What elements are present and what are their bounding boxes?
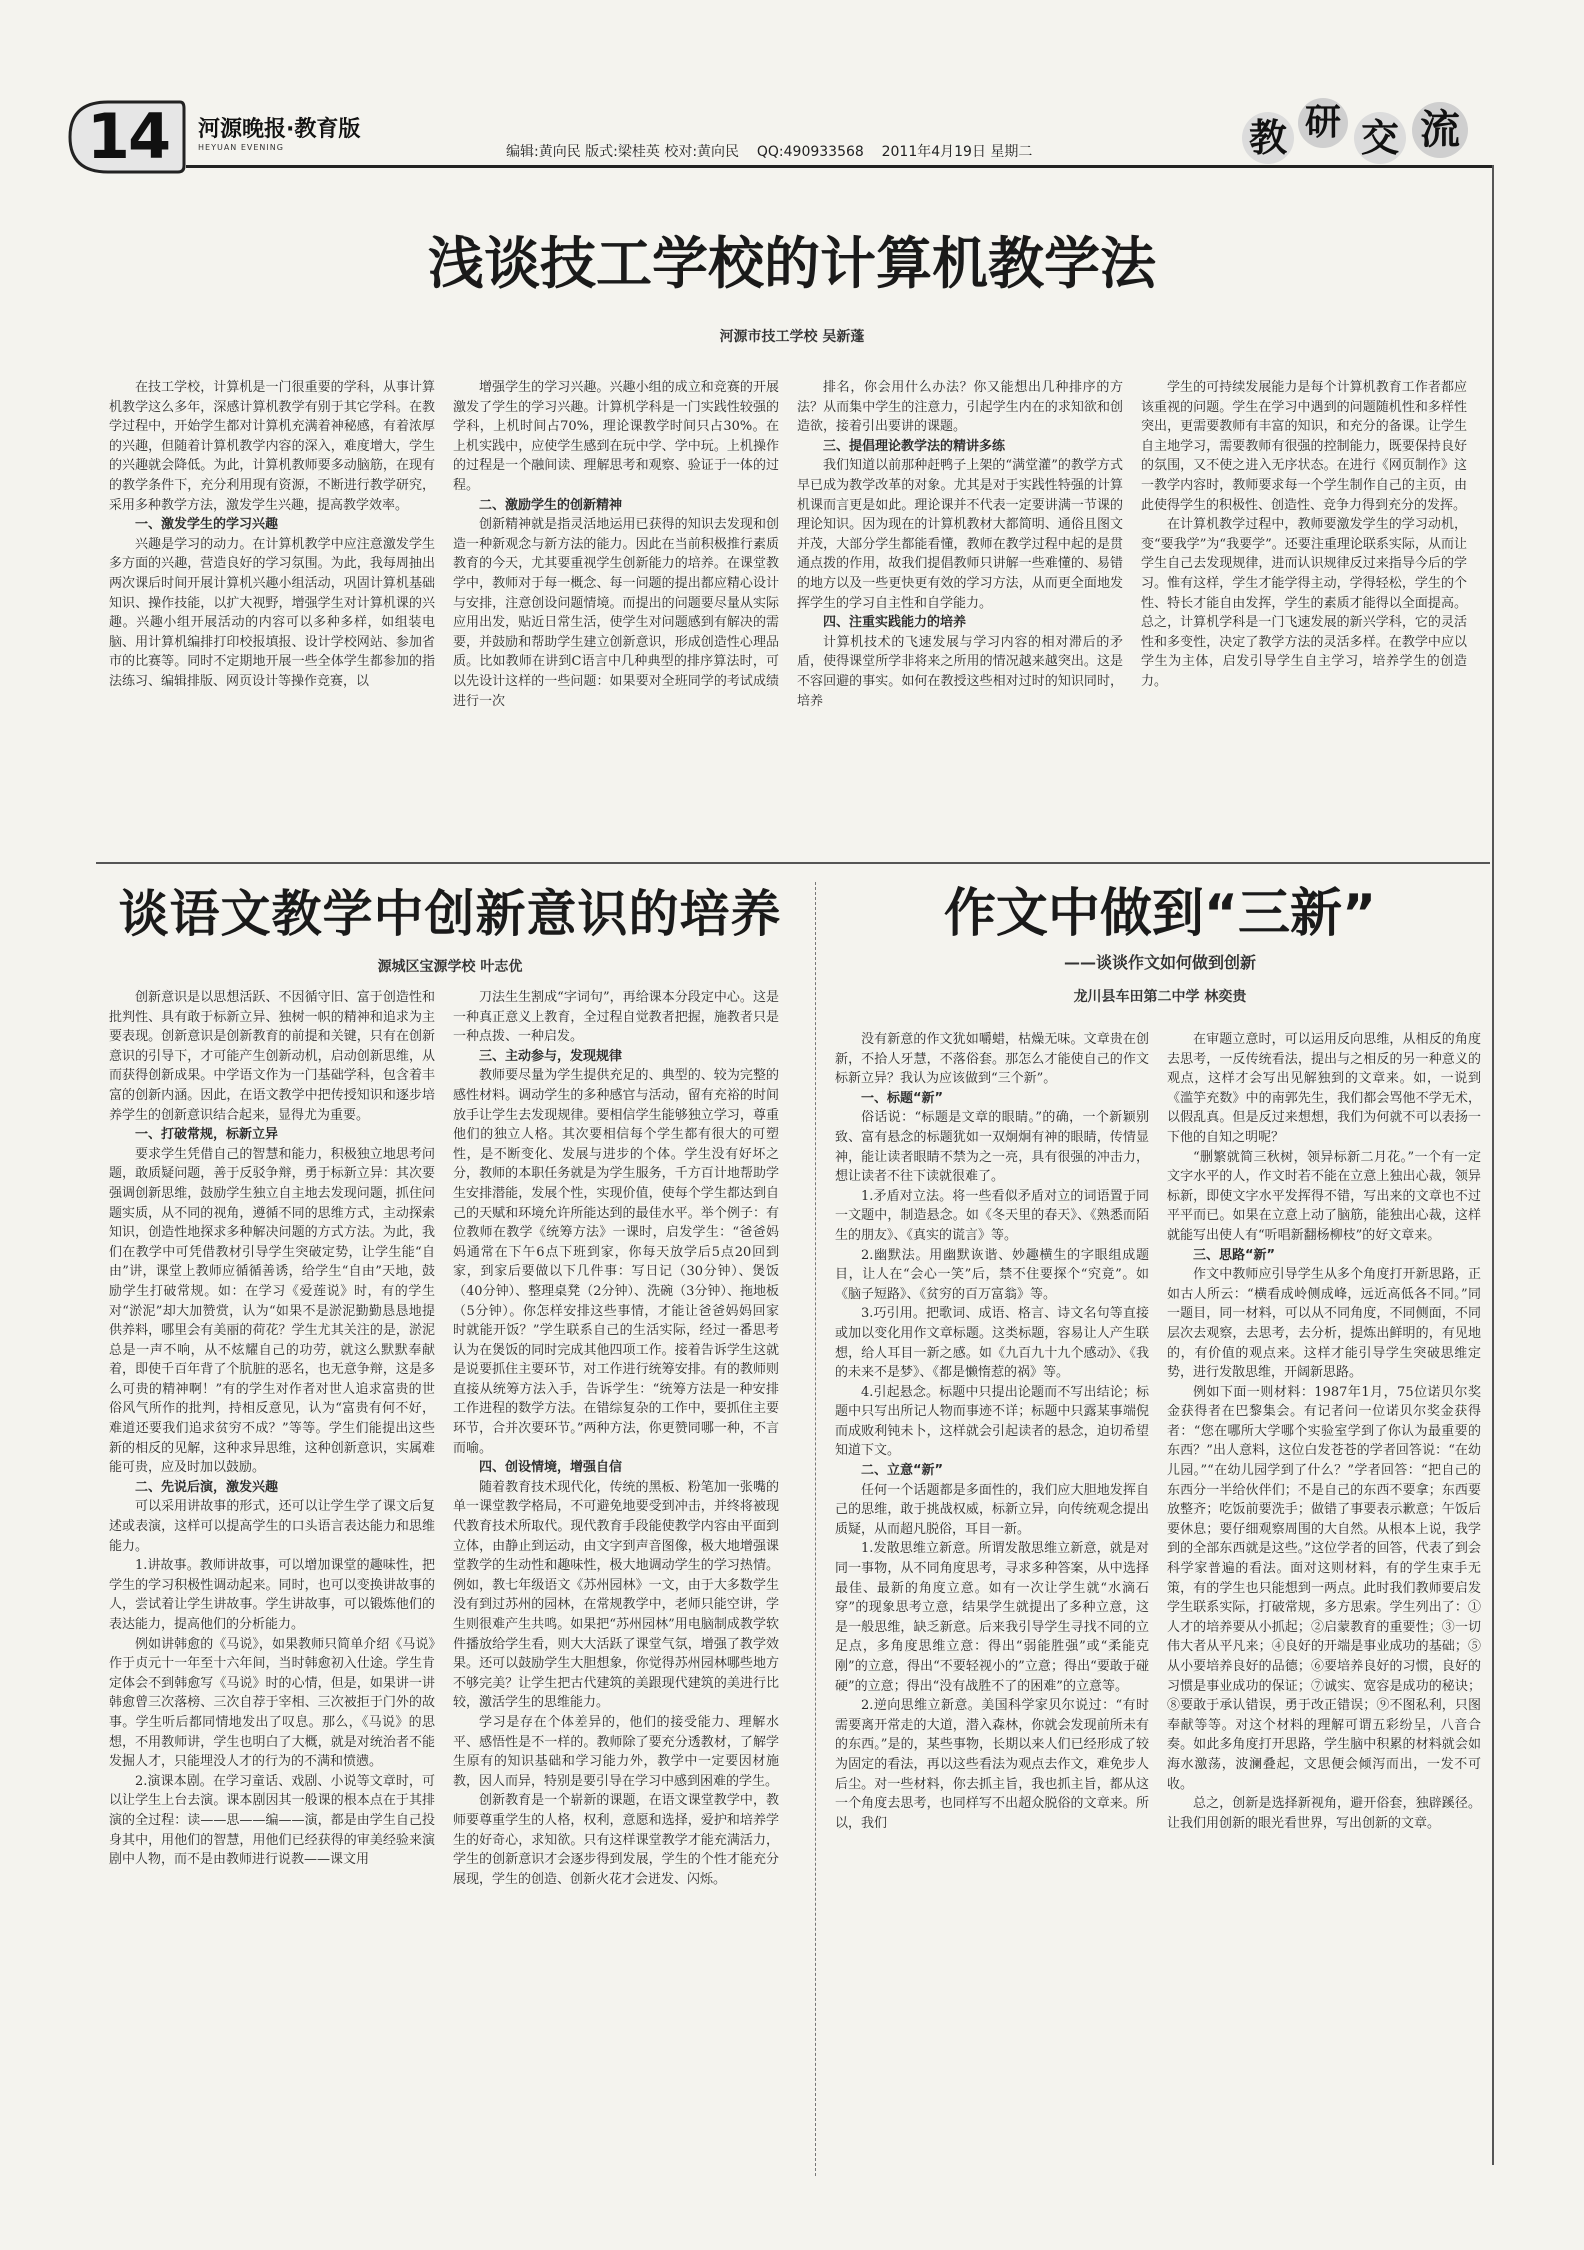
paragraph: 创新教育是一个崭新的课题，在语文课堂教学中，教师要尊重学生的人格，权利，意愿和选择，爱护和培养学生的好奇心，求知欲。只有这样课堂教学才能充满活力，学生的创新意识才会逐步得到发展，学生的个性才能充分展现，学生的创造、创新火花才会迸发、闪烁。: [453, 1793, 779, 1887]
section-divider: [96, 862, 1490, 864]
paragraph: 2.幽默法。用幽默诙谐、妙趣横生的字眼组成题目，让人在“会心一笑”后，禁不住要探个“究竟”。如《脑子短路》、《贫穷的百万富翁》等。: [835, 1247, 1149, 1302]
paper-logo: [198, 112, 360, 158]
paragraph: 1.发散思维立新意。所谓发散思维立新意，就是对同一事物，从不同角度思考，寻求多种答案，从中选择最佳、最新的角度立意。如有一次让学生就“水滴石穿”的现象思考立意，结果学生就提出了多种立意，这是一般思维，缺乏新意。后来我引导学生寻找不同的立足点，多角度思维立意：得出“弱能胜强”或“柔能克刚”的立意，得出“不要轻视小的”立意；得出“要敢于碰硬”的立意；得出“没有战胜不了的困难”的立意等。: [835, 1541, 1149, 1694]
article-3-column-1: [835, 1030, 1149, 2176]
paragraph: 没有新意的作文犹如嚼蜡，枯燥无味。文章贵在创新，不拾人牙慧，不落俗套。那怎么才能使自己的作文标新立异？我认为应该做到“三个新”。: [835, 1032, 1149, 1087]
page-number-badge: [68, 96, 186, 176]
article-1-column-4: [1141, 378, 1467, 848]
article-1-byline: 河源市技工学校 吴新蓬: [719, 329, 865, 345]
article-1-column-2: [453, 378, 779, 848]
section-heading: 二、激励学生的创新精神: [479, 497, 623, 513]
article-1-title: 浅谈技工学校的计算机教学法: [428, 232, 1156, 297]
article-2-title: 谈语文教学中创新意识的培养: [118, 885, 782, 943]
article-3-subtitle: ——谈谈作文如何做到创新: [1063, 953, 1256, 972]
paragraph: 2.演课本剧。在学习童话、戏剧、小说等文章时，可以让学生上台去演。课本剧因其一般课的根本点在于其排演的全过程：读——思——编——演，都是由学生自己投身其中，用他们的智慧，用他们已经获得的审美经验来演剧中人物，而不是由教师进行说教——课文用: [109, 1773, 435, 1868]
paragraph: 创新精神就是指灵活地运用已获得的知识去发现和创造一种新观念与新方法的能力。因此在当前积极推行素质教育的今天，尤其要重视学生创新能力的培养。在课堂教学中，教师对于每一概念、每一问题的提出都应精心设计与安排，注意创设问题情境。而提出的问题要尽量从实际应用出发，贴近日常生活，使学生对问题感到有解决的需要，并鼓励和帮助学生建立创新意识，形成创造性心理品质。比如教师在讲到C语言中几种典型的排序算法时，可以先设计这样的一些问题：如果要对全班同学的考试成绩进行一次: [453, 517, 779, 709]
column-logo-char-1: 教: [1242, 112, 1294, 164]
article-2-column-2: [453, 988, 779, 2174]
article-3-byline: 龙川县车田第二中学 林奕贵: [1073, 989, 1247, 1005]
article-1-column-3: [797, 378, 1123, 848]
paragraph: “删繁就简三秋树，领异标新二月花。”一个有一定文字水平的人，作文时若不能在立意上独出心裁，领异标新，即使文字水平发挥得不错，写出来的文章也不过平平而已。如果在立意上动了脑筋，能独出心裁，这样就能写出使人有“听唱新翻杨柳枝”的好文章来。: [1167, 1149, 1481, 1243]
paragraph: 在审题立意时，可以运用反向思维，从相反的角度去思考，一反传统看法，提出与之相反的另一种意义的观点，这样才会写出见解独到的文章来。如，一说到《滥竽充数》中的南郭先生，我们都会骂他不学无术，以假乱真。但是反过来想想，我们为何就不可以表扬一下他的自知之明呢？: [1167, 1032, 1481, 1145]
paragraph: 1.矛盾对立法。将一些看似矛盾对立的词语置于同一文题中，制造悬念。如《冬天里的春天》、《熟悉而陌生的朋友》、《真实的谎言》等。: [835, 1188, 1149, 1243]
column-divider: [815, 882, 816, 2176]
page-right-border: [1492, 165, 1494, 2165]
staff-line: [506, 141, 1032, 161]
section-heading: 四、创设情境，增强自信: [479, 1460, 623, 1476]
paragraph: 在计算机教学过程中，教师要激发学生的学习动机，变“要我学”为“我要学”。还要注重理论联系实际，从而让学生自己去发现规律，进而认识规律反过来指导今后的学习。惟有这样，学生才能学得主动，学得轻松，学生的个性、特长才能自由发挥，学生的素质才能得以全面提高。总之，计算机学科是一门飞速发展的新兴学科，它的灵活性和多变性，决定了教学方法的灵活多样。在教学中应以学生为主体，启发引导学生自主学习，培养学生的创造力。: [1141, 517, 1467, 689]
section-heading: 三、提倡理论教学法的精讲多练: [823, 438, 1006, 454]
section-heading: 一、激发学生的学习兴趣: [135, 517, 279, 533]
article-3-column-2: [1167, 1030, 1481, 2176]
paper-name-en: HEYUAN EVENING: [198, 143, 284, 152]
paragraph: 1.讲故事。教师讲故事，可以增加课堂的趣味性，把学生的学习积极性调动起来。同时，也可以变换讲故事的人，尝试着让学生讲故事。学生讲故事，可以锻炼他们的表达能力，提高他们的分析能力。: [109, 1558, 435, 1632]
section-heading: 三、思路“新”: [1193, 1247, 1276, 1263]
article-2-column-1: [109, 988, 435, 2174]
paragraph: 作文中教师应引导学生从多个角度打开新思路，正如古人所云：“横看成岭侧成峰，远近高低各不同。”同一题目，同一材料，可以从不同角度，不同侧面，不同层次去观察，去思考，去分析，提炼出鲜明的，有见地的，有价值的观点来。这样才能引导学生突破思维定势，进行发散思维，开阔新思路。: [1167, 1267, 1481, 1381]
section-heading: 一、标题“新”: [861, 1090, 944, 1106]
paragraph: 要求学生凭借自己的智慧和能力，积极独立地思考问题，敢质疑问题，善于反驳争辩，勇于标新立异：其次要强调创新思维，鼓励学生独立自主地去发现问题，抓住问题实质，从不同的视角，遵循不同的思维方式，主动探索知识，创造性地探求多种解决问题的方式方法。为此，我们在教学中可凭借教材引导学生突破定势，让学生能“自由”讲，课堂上教师应循循善诱，给学生“自由”天地，鼓励学生打破常规。如：在学习《爱莲说》时，有的学生对“淤泥”却大加赞赏，认为“如果不是淤泥勤勤恳恳地提供养料，哪里会有美丽的荷花？学生尤其关注的是，淤泥总是一声不响，从不炫耀自己的功劳，就这么默默奉献着，即使千百年背了个肮脏的恶名，也无意争辩，这是多么可贵的精神啊！”有的学生对作者对世人追求富贵的世俗风气所作的批判，持相反意见，认为“富贵有何不好，难道还要我们追求贫穷不成？”等等。学生们能提出这些新的相反的见解，这种求异思维，这种创新意识，实属难能可贵，应及时加以鼓励。: [109, 1146, 435, 1476]
column-logo-char-2: 研: [1298, 98, 1348, 148]
section-heading: 二、先说后演，激发兴趣: [135, 1479, 279, 1495]
section-heading: 四、注重实践能力的培养: [823, 615, 967, 631]
paragraph: 例如下面一则材料：1987年1月，75位诺贝尔奖金获得者在巴黎集会。有记者问一位诺贝尔奖金获得者：“您在哪所大学哪个实验室学到了你认为最重要的东西？”出人意料，这位白发苍苍的学者回答说：“在幼儿园。”“在幼儿园学到了什么？”学者回答：“把自己的东西分一半给伙伴们；不是自己的东西不要拿；东西要放整齐；吃饭前要洗手；做错了事要表示歉意；午饭后要休息；要仔细观察周围的大自然。从根本上说，我学到的全部东西就是这些。”这位学者的回答，代表了到会科学家普遍的看法。面对这则材料，有的学生束手无策，有的学生也只能想到一两点。此时我们教师要启发学生联系实际，打破常规，多方思索。学生列出了：①人才的培养要从小抓起；②启蒙教育的重要性；③一切伟大者从平凡来；④良好的开端是事业成功的基础；⑤从小要培养良好的品德；⑥要培养良好的习惯，良好的习惯是事业成功的保证；⑦诚实、宽容是成功的秘诀；⑧要敢于承认错误，勇于改正错误；⑨不图私利，只图奉献等等。对这个材料的理解可谓五彩纷呈，八音合奏。如此多角度打开思路，学生脑中积累的材料就会如海水激荡，波澜叠起，文思便会倾泻而出，一发不可收。: [1167, 1384, 1481, 1792]
section-heading: 一、打破常规，标新立异: [135, 1127, 279, 1143]
section-heading: 二、立意“新”: [861, 1463, 944, 1479]
paragraph: 计算机技术的飞速发展与学习内容的相对滞后的矛盾，使得课堂所学非将来之所用的情况越来越突出。这是不容回避的事实。如何在教授这些相对过时的知识同时，培养: [797, 634, 1123, 709]
paragraph: 例如讲韩愈的《马说》，如果教师只简单介绍《马说》作于贞元十一年至十六年间，当时韩愈初入仕途。学生肯定体会不到韩愈写《马说》时的心情，但是，如果讲一讲韩愈曾三次落榜、三次自荐于宰相、三次被拒于门外的故事。学生听后都同情地发出了叹息。那么，《马说》的思想，不用教师讲，学生也明白了大概，就是对统治者不能发掘人才，只能埋没人才的行为的不满和愤懑。: [109, 1636, 435, 1770]
paragraph: 增强学生的学习兴趣。兴趣小组的成立和竞赛的开展激发了学生的学习兴趣。计算机学科是一门实践性较强的学科，上机时间占70%，理论课教学时间只占30%。在上机实践中，应使学生感到在玩中学、学中玩。上机操作的过程是一个融间读、理解思考和观察、验证于一体的过程。: [453, 380, 779, 493]
paragraph: 俗话说：“标题是文章的眼睛。”的确，一个新颖别致、富有悬念的标题犹如一双炯炯有神的眼睛，传情显神，能让读者眼睛不禁为之一亮，具有很强的冲击力，想让读者不往下读就很难了。: [835, 1110, 1149, 1185]
article-2-byline: 源城区宝源学校 叶志优: [377, 959, 523, 975]
column-logo-char-3: 交: [1354, 112, 1406, 164]
qq-number: QQ:490933568: [756, 144, 864, 160]
paragraph: 兴趣是学习的动力。在计算机教学中应注意激发学生多方面的兴趣，营造良好的学习氛围。为此，我每周抽出两次课后时间开展计算机兴趣小组活动，巩固计算机基础知识、操作技能，以扩大视野，增强学生对计算机课的兴趣。兴趣小组开展活动的内容可以多种多样，如组装电脑、用计算机编排打印校报填报、设计学校网站、参加省市的比赛等。同时不定期地开展一些全体学生都参加的指法练习、编辑排版、网页设计等操作竞赛，以: [109, 536, 435, 689]
paragraph: 可以采用讲故事的形式，还可以让学生学了课文后复述或表演，这样可以提高学生的口头语言表达能力和思维能力。: [109, 1499, 435, 1554]
edition-name: ·教育版: [286, 117, 361, 142]
issue-date: 2011年4月19日 星期二: [881, 144, 1033, 160]
page-number: 14: [86, 100, 170, 173]
paragraph: 4.引起悬念。标题中只提出论题而不写出结论；标题中只写出所记人物而事迹不详；标题中只露某事端倪而成败利钝未卜，这样就会引起读者的悬念，迫切希望知道下文。: [835, 1384, 1149, 1459]
article-3-title: 作文中做到“三新”: [943, 884, 1377, 944]
paragraph: 总之，创新是选择新视角，避开俗套，独辟蹊径。让我们用创新的眼光看世界，写出创新的文章。: [1167, 1796, 1481, 1831]
paragraph: 创新意识是以思想活跃、不因循守旧、富于创造性和批判性、具有敢于标新立异、独树一帜的精神和追求为主要表现。创新意识是创新教育的前提和关键，只有在创新意识的引导下，才可能产生创新动机，启动创新思维，从而获得创新成果。中学语文作为一门基础学科，包含着丰富的创新内涵。因此，在语文教学中把传授知识和逐步培养学生的创新意识结合起来，显得尤为重要。: [109, 990, 435, 1123]
column-logo-char-4: 流: [1412, 102, 1468, 158]
section-heading: 三、主动参与，发现规律: [479, 1048, 623, 1064]
staff-credits: 编辑:黄向民 版式:梁桂英 校对:黄向民: [506, 144, 740, 160]
paragraph: 在技工学校，计算机是一门很重要的学科，从事计算机教学这么多年，深感计算机教学有别于其它学科。在教学过程中，开始学生都对计算机充满着神秘感，有着浓厚的兴趣，但随着计算机教学内容的深入，难度增大，学生的兴趣就会降低。为此，计算机教师要多动脑筋，在现有的教学条件下，充分利用现有资源，不断进行教学研究，采用多种教学方法，激发学生兴趣，提高教学效率。: [109, 380, 435, 513]
paper-name: 河源晚报: [198, 117, 287, 142]
paragraph: 学生的可持续发展能力是每个计算机教育工作者都应该重视的问题。学生在学习中遇到的问题随机性和多样性突出，更需要教师有丰富的知识，和充分的备课。让学生自主地学习，需要教师有很强的控制能力，既要保持良好的氛围，又不使之进入无序状态。在进行《网页制作》这一教学内容时，教师要求每一个学生制作自己的主页，由此使得学生的积极性、创造性、竞争力得到充分的发挥。: [1141, 380, 1467, 513]
paragraph: 排名，你会用什么办法？你又能想出几种排序的方法？从而集中学生的注意力，引起学生内在的求知欲和创造欲，接着引出要讲的课题。: [797, 380, 1123, 435]
paragraph: 我们知道以前那种赶鸭子上架的“满堂灌”的教学方式早已成为教学改革的对象。尤其是对于实践性特强的计算机课而言更是如此。理论课并不代表一定要讲满一节课的理论知识。因为现在的计算机教材大都简明、通俗且图文并茂，大部分学生都能看懂，教师在教学过程中起的是贯通点拨的作用，故我们提倡教师只讲解一些难懂的、易错的地方以及一些更快更有效的学习方法，从而更全面地发挥学生的学习自主性和自学能力。: [797, 458, 1123, 611]
paragraph: 随着教育技术现代化，传统的黑板、粉笔加一张嘴的单一课堂教学格局，不可避免地要受到冲击，并终将被现代教育技术所取代。现代教育手段能使教学内容由平面到立体，由静止到运动，由文字到声音图像，极大地增强课堂教学的生动性和趣味性，极大地调动学生的学习热情。例如，教七年级语文《苏州园林》一文，由于大多数学生没有到过苏州的园林，在常规教学中，老师只能空讲，学生则很难产生共鸣。如果把“苏州园林”用电脑制成教学软件播放给学生看，则大大活跃了课堂气氛，增强了教学效果。还可以鼓励学生大胆想象，你觉得苏州园林哪些地方不够完美？让学生把古代建筑的美跟现代建筑的美进行比较，激活学生的思维能力。: [453, 1479, 779, 1711]
paragraph: 刀法生生割成“字词句”，再给课本分段定中心。这是一种真正意义上教育，全过程自觉教者把握，施教者只是一种点拨、一种启发。: [453, 990, 779, 1045]
paragraph: 2.逆向思维立新意。美国科学家贝尔说过：“有时需要离开常走的大道，潜入森林，你就会发现前所未有的东西。”是的，某些事物，长期以来人们已经形成了较为固定的看法，再以这些看法为观点去作文，难免步人后尘。对一些材料，你去抓主旨，我也抓主旨，都从这一个角度去思考，也同样写不出超众脱俗的文章来。所以，我们: [835, 1698, 1149, 1831]
paragraph: 3.巧引用。把歌词、成语、格言、诗文名句等直接或加以变化用作文章标题。这类标题，容易让人产生联想，给人耳目一新之感。如《九百九十九个感动》、《我的未来不是梦》、《都是懒惰惹的祸》等。: [835, 1306, 1149, 1381]
paragraph: 任何一个话题都是多面性的，我们应大胆地发挥自己的思维，敢于挑战权威，标新立异，向传统观念提出质疑，从而超凡脱俗，耳目一新。: [835, 1482, 1149, 1537]
paragraph: 学习是存在个体差异的，他们的接受能力、理解水平、感悟性是不一样的。教师除了要充分透教材，了解学生原有的知识基础和学习能力外，教学中一定要因材施教，因人而异，特别是要引导在学习中感到困难的学生。: [453, 1714, 779, 1789]
paragraph: 教师要尽量为学生提供充足的、典型的、较为完整的感性材料。调动学生的多种感官与活动，留有充裕的时间放手让学生去发现规律。要相信学生能够独立学习，尊重他们的独立人格。其次要相信每个学生都有很大的可塑性，是不断变化、发展与进步的个体。学生没有好坏之分，教师的本职任务就是为学生服务，千方百计地帮助学生安排潜能，发展个性，实现价值，使每个学生都达到自己的天赋和环境允许所能达到的最佳水平。举个例子：有位教师在教学《统筹方法》一课时，启发学生：“爸爸妈妈通常在下午6点下班到家，你每天放学后5点20回到家，到家后要做以下几件事：写日记（30分钟）、煲饭（40分钟）、整理桌凳（2分钟）、洗碗（3分钟）、拖地板（5分钟）。你怎样安排这些事情，才能让爸爸妈妈回家时就能开饭？”学生联系自己的生活实际，经过一番思考认为在煲饭的同时完成其他四项工作。接着告诉学生这就是说要抓住主要环节，对工作进行统筹安排。有的教师则直接从统筹方法入手，告诉学生：“统筹方法是一种安排工作进程的数学方法。在错综复杂的工作中，要抓住主要环节，合并次要环节。”两种方法，你更赞同哪一种，不言而喻。: [453, 1068, 779, 1456]
header-rule: [186, 165, 1492, 168]
article-1-column-1: [109, 378, 435, 848]
